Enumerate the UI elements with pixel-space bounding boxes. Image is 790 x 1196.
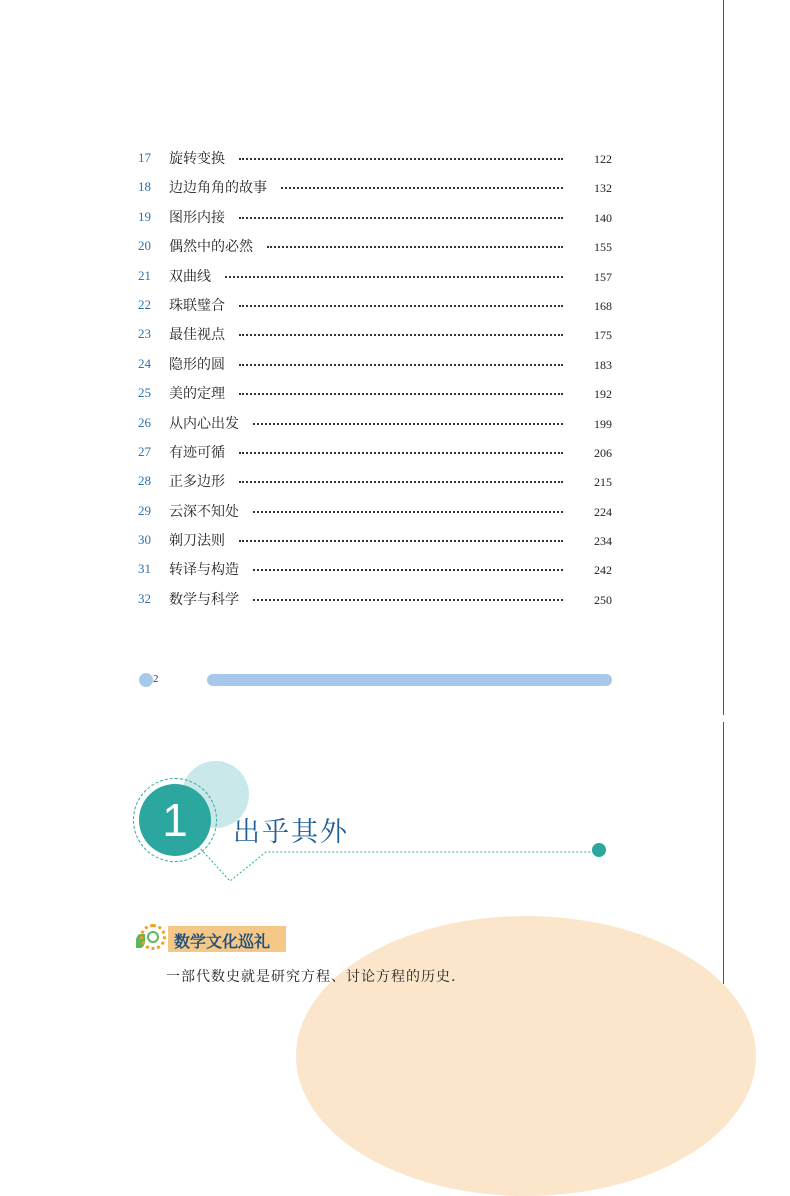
toc-page-number: 224 xyxy=(594,504,612,519)
toc-page-number: 157 xyxy=(594,269,612,284)
toc-number: 24 xyxy=(138,355,151,371)
toc-title: 旋转变换 xyxy=(169,151,225,167)
ornament-inner-ring-icon xyxy=(147,931,159,943)
toc-number: 23 xyxy=(138,326,151,342)
toc-number: 20 xyxy=(138,238,151,254)
toc-number: 27 xyxy=(138,443,151,459)
chapter-number: 1 xyxy=(139,784,211,856)
toc-number: 19 xyxy=(138,208,151,224)
toc-number: 18 xyxy=(138,179,151,195)
toc-page-number: 155 xyxy=(594,240,612,255)
toc-title: 偶然中的必然 xyxy=(169,239,253,256)
toc-page-number: 199 xyxy=(594,416,612,431)
toc-page-number: 132 xyxy=(594,181,612,196)
toc-title: 有迹可循 xyxy=(169,444,225,461)
toc-page-number: 168 xyxy=(594,298,612,313)
toc-number: 25 xyxy=(138,385,151,401)
toc-number: 22 xyxy=(138,296,151,312)
toc-number: 30 xyxy=(138,532,151,548)
section-banner-title: 数学文化巡礼 xyxy=(174,932,271,951)
toc-page-number: 242 xyxy=(594,563,612,578)
section-intro-text: 一部代数史就是研究方程、讨论方程的历史. xyxy=(166,969,457,985)
toc-title: 数学与科学 xyxy=(169,591,239,608)
toc-number: 29 xyxy=(138,502,151,518)
toc-page-number: 122 xyxy=(594,152,612,166)
toc-title: 从内心出发 xyxy=(169,415,239,432)
page-number: 2 xyxy=(153,673,159,685)
toc-number: 31 xyxy=(138,561,151,577)
toc-title: 最佳视点 xyxy=(169,327,225,344)
toc-page-number: 183 xyxy=(594,357,612,372)
toc-title: 边边角角的故事 xyxy=(169,180,267,197)
toc-page-number: 140 xyxy=(594,210,612,225)
toc-title: 珠联璧合 xyxy=(169,297,225,314)
toc-number: 28 xyxy=(138,473,151,489)
toc-title: 隐形的圆 xyxy=(169,356,225,373)
toc-number: 17 xyxy=(138,150,151,165)
chapter-line-end-dot xyxy=(592,843,606,857)
toc-page-number: 215 xyxy=(594,475,612,490)
toc-page-number: 192 xyxy=(594,387,612,402)
toc-page-number: 206 xyxy=(594,445,612,460)
toc-title: 双曲线 xyxy=(169,268,211,285)
toc-page-number: 234 xyxy=(594,534,612,549)
toc-page-number: 250 xyxy=(594,592,612,607)
peach-background-shape xyxy=(296,916,756,1196)
toc-title: 图形内接 xyxy=(169,209,225,226)
toc-title: 正多边形 xyxy=(169,474,225,491)
toc-title: 转译与构造 xyxy=(169,562,239,579)
toc-number: 21 xyxy=(138,267,151,283)
toc-title: 剃刀法则 xyxy=(169,533,225,550)
chapter-title: 出乎其外 xyxy=(233,817,349,848)
toc-title: 美的定理 xyxy=(169,386,225,403)
toc-number: 26 xyxy=(138,414,151,430)
toc-number: 32 xyxy=(138,590,151,606)
toc-page-number: 175 xyxy=(594,328,612,343)
toc-title: 云深不知处 xyxy=(169,503,239,520)
